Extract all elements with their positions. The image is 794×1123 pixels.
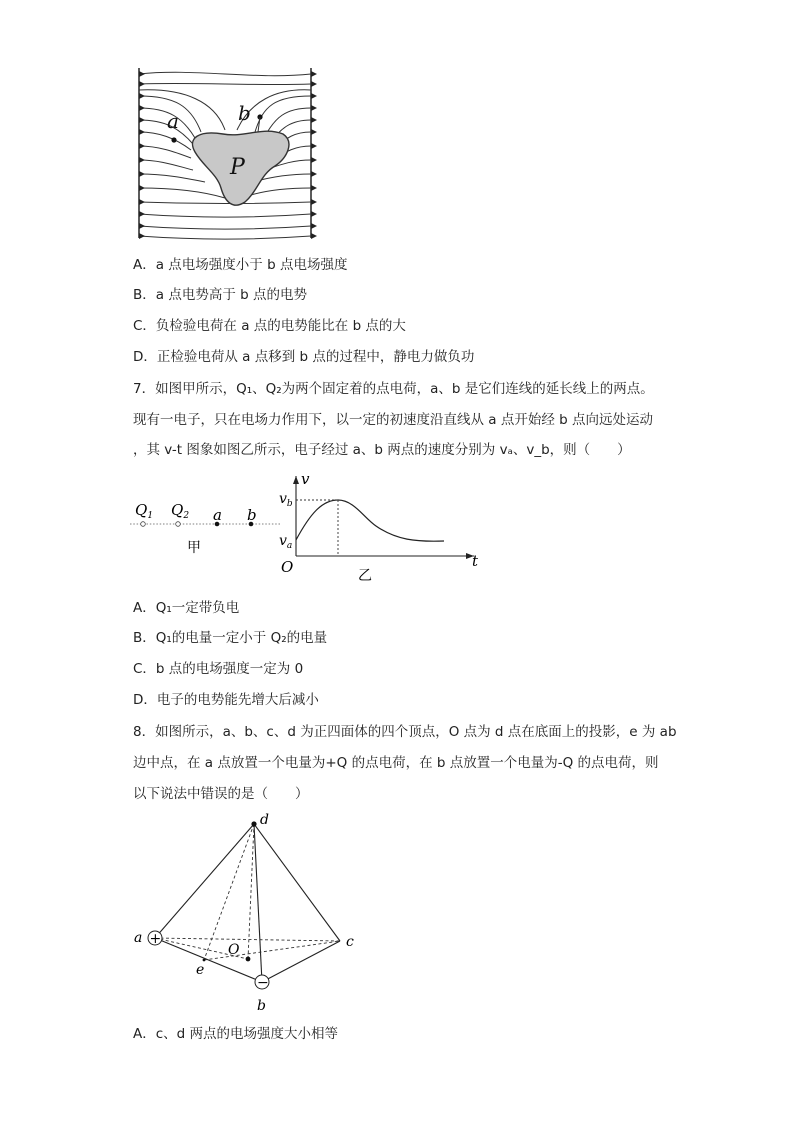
svg-text:t: t [472, 552, 479, 570]
q6-option-a: A．a 点电场强度小于 b 点电场强度 [133, 257, 348, 273]
svg-text:Q2: $Q_2$ [171, 501, 190, 521]
q7-option-b: B．Q₁的电量一定小于 Q₂的电量 [133, 630, 328, 646]
field-lines-figure [125, 62, 335, 244]
tetrahedron-figure [128, 808, 368, 1020]
svg-text:O: O [228, 942, 240, 958]
svg-text:v: v [301, 470, 310, 488]
q6-option-b: B．a 点电势高于 b 点的电势 [133, 287, 307, 303]
svg-text:va: $v_a$ [279, 533, 293, 551]
q8-stem-line-2: 边中点，在 a 点放置一个电量为+Q 的点电荷，在 b 点放置一个电量为-Q 的点电荷，则 [133, 755, 659, 771]
svg-text:c: c [346, 934, 354, 950]
q6-option-c: C．负检验电荷在 a 点的电势能比在 b 点的大 [133, 318, 406, 334]
q6-option-d: D．正检验电荷从 a 点移到 b 点的过程中，静电力做负功 [133, 349, 475, 365]
svg-text:d: d [260, 812, 269, 828]
q8-option-a: A．c、d 两点的电场强度大小相等 [133, 1026, 339, 1042]
svg-text:O: O [281, 558, 294, 576]
q7-stem-line-2: 现有一电子，只在电场力作用下，以一定的初速度沿直线从 a 点开始经 b 点向远处运动 [133, 412, 654, 428]
figure-jia [130, 498, 280, 560]
q7-option-a: A．Q₁一定带负电 [133, 600, 240, 616]
q7-stem-line-3: ，其 v-t 图象如图乙所示，电子经过 a、b 两点的速度分别为 vₐ、v_b，则（ ） [133, 442, 631, 458]
label-a: a [167, 109, 179, 133]
q8-stem-line-1: 8．如图所示，a、b、c、d 为正四面体的四个顶点，O 点为 d 点在底面上的投影，e 为 ab [133, 724, 677, 740]
svg-text:Q1: $Q_1$ [135, 501, 154, 521]
q8-stem-line-3: 以下说法中错误的是（ ） [133, 786, 309, 802]
svg-text:+: + [149, 931, 162, 947]
svg-text:−: − [257, 975, 269, 991]
svg-text:b: b [247, 506, 257, 524]
svg-text:a: a [134, 930, 143, 946]
svg-text:vb: $v_b$ [279, 491, 293, 509]
point-e [203, 959, 206, 962]
charge-q1 [141, 522, 146, 527]
vertex-d [251, 821, 256, 826]
q7-stem-line-1: 7．如图甲所示，Q₁、Q₂为两个固定着的点电荷，a、b 是它们连线的延长线上的两点。 [133, 381, 654, 397]
label-p: P [230, 155, 245, 180]
svg-text:b: b [257, 998, 266, 1014]
figure-yi-vt-graph [276, 470, 481, 586]
svg-text:e: e [196, 962, 205, 978]
caption-jia: 甲 [187, 540, 201, 556]
charge-q2 [176, 522, 181, 527]
caption-yi: 乙 [358, 568, 372, 584]
svg-text:a: a [213, 506, 222, 524]
point-o [246, 957, 251, 962]
vt-curve [296, 500, 444, 541]
q7-option-c: C．b 点的电场强度一定为 0 [133, 661, 304, 677]
label-b: b [238, 101, 251, 125]
q7-option-d: D．电子的电势能先增大后减小 [133, 692, 319, 708]
